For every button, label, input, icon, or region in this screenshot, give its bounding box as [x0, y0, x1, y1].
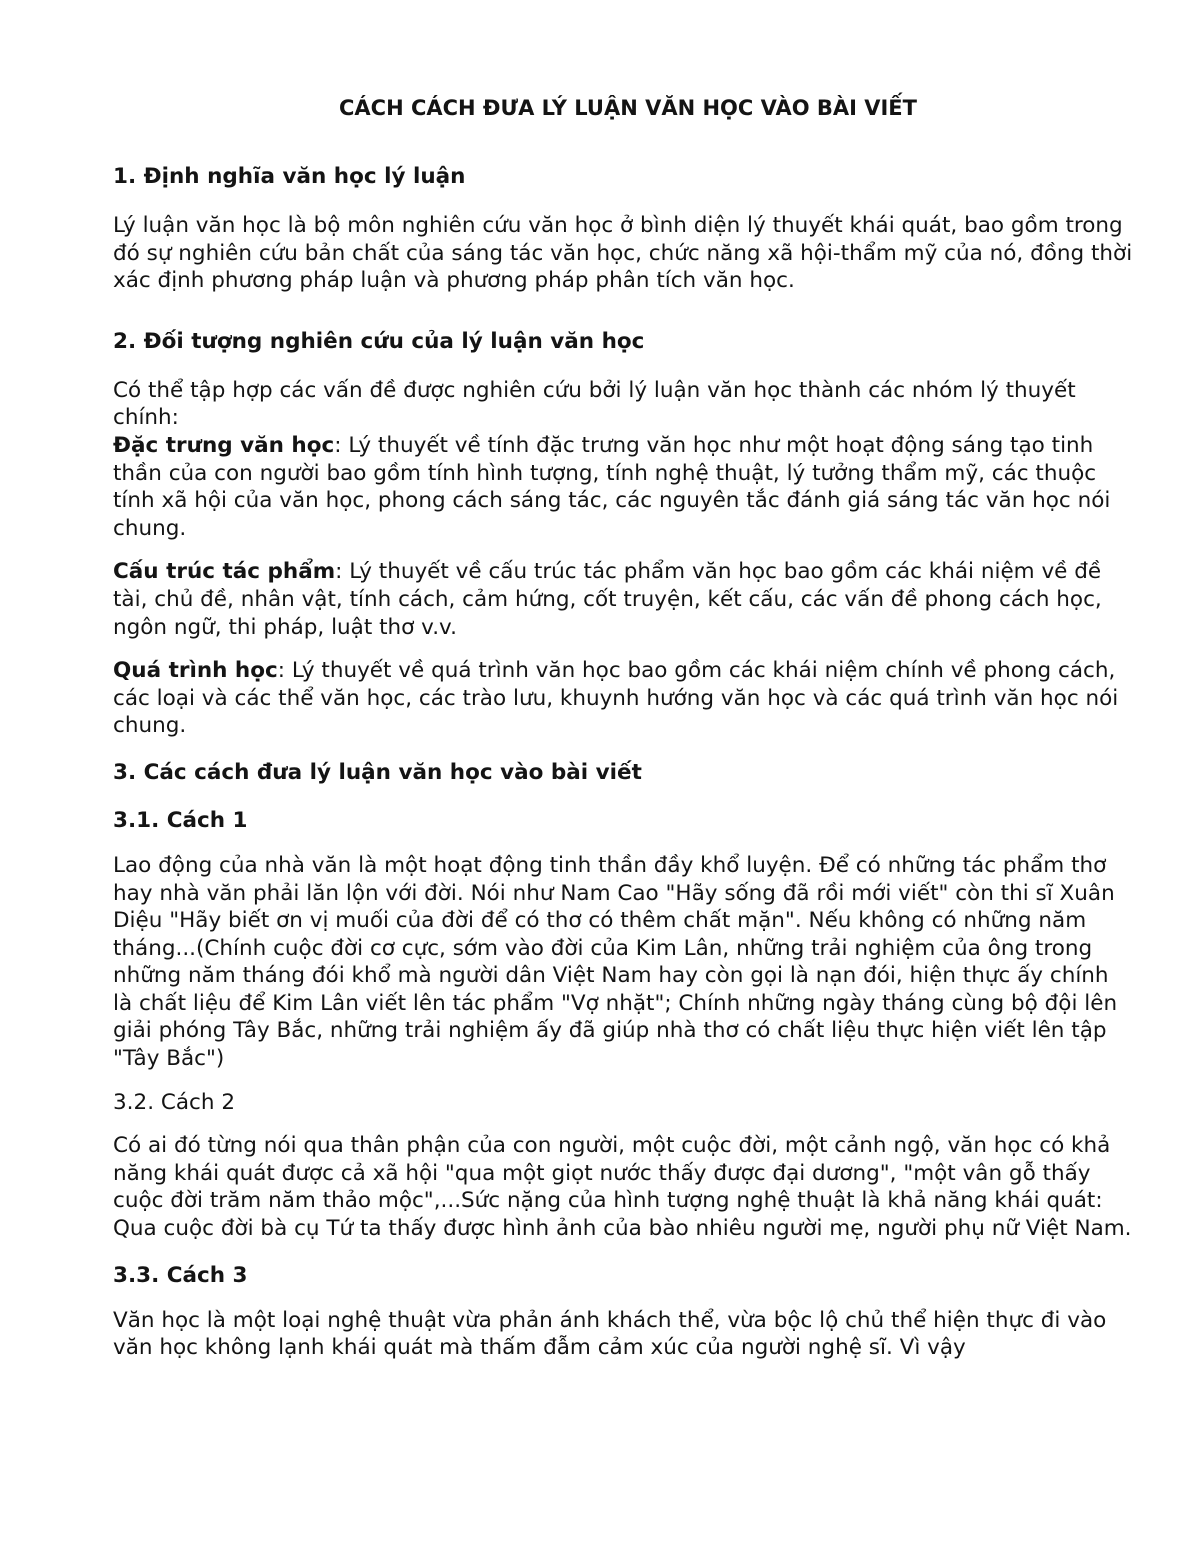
section3-2-body: Có ai đó từng nói qua thân phận của con người, một cuộc đời, một cảnh ngộ, văn học có khả năng khái quát được cả xã hội "qua một giọt nước thấy được đại dương", "một vân gỗ thấy cuộc đời trăm năm thảo mộc",...Sức nặng của hình tượng nghệ thuật là khả năng khái quát: Qua cuộc đời bà cụ Tứ ta thấy được hình ảnh của bào nhiêu người mẹ, người phụ nữ Việt Nam.	[113, 1133, 1132, 1242]
section2-item-literary-features	[113, 432, 1133, 542]
item-text: : Lý thuyết về cấu trúc tác phẩm văn học bao gồm các khái niệm về đề tài, chủ đề, nhân vật, tính cách, cảm hứng, cốt truyện, kết cấu, các vấn đề phong cách học, ngôn ngữ, thi pháp, luật thơ v.v.	[113, 559, 1102, 640]
section2-intro: Có thể tập hợp các vấn đề được nghiên cứu bởi lý luận văn học thành các nhóm lý thuyết chính:	[113, 377, 1076, 431]
document-body	[113, 92, 1133, 1362]
item-text: : Lý thuyết về tính đặc trưng văn học như một hoạt động sáng tạo tinh thần của con người bao gồm tính hình tượng, tính nghệ thuật, lý tưởng thẩm mỹ, các thuộc tính xã hội của văn học, phong cách sáng tác, các nguyên tắc đánh giá sáng tác văn học nói chung.	[113, 432, 1111, 541]
section3-3-body: Văn học là một loại nghệ thuật vừa phản ánh khách thể, vừa bộc lộ chủ thể hiện thực đi vào văn học không lạnh khái quát mà thấm đẫm cảm xúc của người nghệ sĩ. Vì vậy	[113, 1307, 1107, 1361]
section3-1-heading: 3.1. Cách 1	[113, 807, 248, 833]
section3-heading: 3. Các cách đưa lý luận văn học vào bài viết	[113, 759, 642, 785]
section3-1-body: Lao động của nhà văn là một hoạt động tinh thần đầy khổ luyện. Để có những tác phẩm thơ hay nhà văn phải lăn lộn với đời. Nói như Nam Cao "Hãy sống đã rồi mới viết" còn thi sĩ Xuân Diệu "Hãy biết ơn vị muối của đời để có thơ có thêm chất mặn". Nếu không có những năm tháng...(Chính cuộc đời cơ cực, sớm vào đời của Kim Lân, những trải nghiệm của ông trong những năm tháng đói khổ mà người dân Việt Nam hay còn gọi là nạn đói, hiện thực ấy chính là chất liệu để Kim Lân viết lên tác phẩm "Vợ nhặt"; Chính những ngày tháng cùng bộ đội lên giải phóng Tây Bắc, những trải nghiệm ấy đã giúp nhà thơ có chất liệu thực hiện viết lên tập "Tây Bắc")	[113, 852, 1118, 1072]
section3-3-heading: 3.3. Cách 3	[113, 1262, 248, 1288]
item-text: : Lý thuyết về quá trình văn học bao gồm các khái niệm chính về phong cách, các loại và các thể văn học, các trào lưu, khuynh hướng văn học và các quá trình văn học nói chung.	[113, 658, 1119, 739]
section3-2-heading: 3.2. Cách 2	[113, 1089, 236, 1115]
section1-heading: 1. Định nghĩa văn học lý luận	[113, 164, 466, 189]
section2-item-work-structure	[113, 558, 1133, 641]
item-term: Đặc trưng văn học	[113, 432, 335, 458]
item-term: Quá trình học	[113, 658, 278, 684]
document-title: CÁCH CÁCH ĐƯA LÝ LUẬN VĂN HỌC VÀO BÀI VIẾT	[339, 96, 917, 120]
section2-heading: 2. Đối tượng nghiên cứu của lý luận văn học	[113, 328, 645, 354]
item-term: Cấu trúc tác phẩm	[113, 559, 336, 585]
section1-body: Lý luận văn học là bộ môn nghiên cứu văn học ở bình diện lý thuyết khái quát, bao gồm trong đó sự nghiên cứu bản chất của sáng tác văn học, chức năng xã hội-thẩm mỹ của nó, đồng thời xác định phương pháp luận và phương pháp phân tích văn học.	[113, 213, 1133, 294]
section2-item-learning-process	[113, 657, 1133, 740]
